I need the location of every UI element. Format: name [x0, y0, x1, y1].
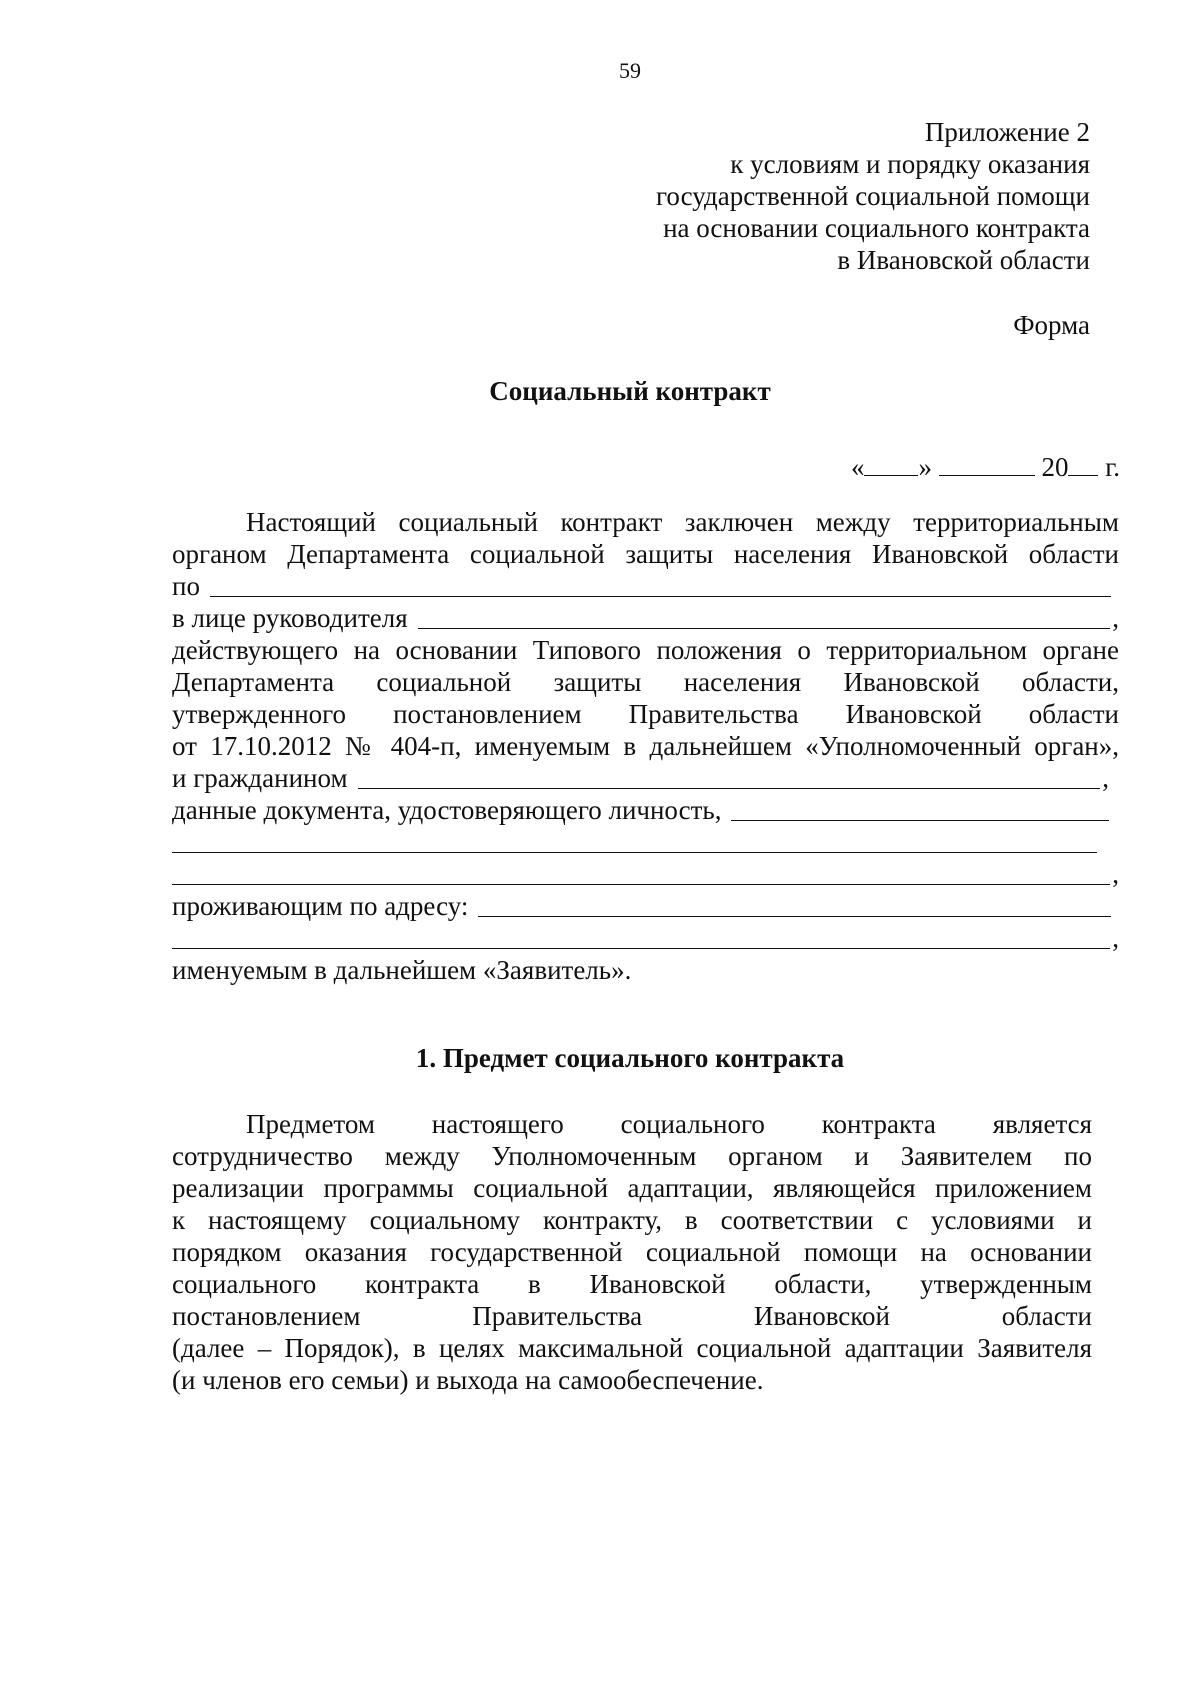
- subject-line: порядком оказания государственной социальной помощи на основании: [172, 1237, 1092, 1267]
- subject-line: (далее – Порядок), в целях максимальной социальной адаптации Заявителя: [172, 1333, 1092, 1363]
- document-title: Социальный контракт: [489, 376, 771, 406]
- intro-line: Настоящий социальный контракт заключен между территориальным: [246, 507, 1119, 537]
- date-close-quote: »: [918, 452, 932, 482]
- document-row: [172, 794, 1119, 826]
- intro-line: Департамента социальной защиты населения Ивановской области,: [172, 667, 1119, 697]
- intro-line: от 17.10.2012 № 404-п, именуемым в дальнейшем «Уполномоченный орган»,: [172, 731, 1119, 761]
- subject-line: социального контракта в Ивановской области, утвержденным: [172, 1269, 1092, 1299]
- subject-line: к настоящему социальному контракту, в соответствии с условиями и: [172, 1205, 1092, 1235]
- by-label: по: [172, 571, 200, 601]
- intro-line: органом Департамента социальной защиты населения Ивановской области: [172, 539, 1119, 569]
- section-title: 1. Предмет социального контракта: [415, 1043, 845, 1073]
- subject-line: (и членов его семьи) и выхода на самообеспечение.: [172, 1365, 764, 1395]
- year-blank[interactable]: [1068, 453, 1098, 476]
- month-blank[interactable]: [939, 453, 1035, 476]
- comma: ,: [1102, 763, 1109, 793]
- appendix-line: Приложение 2: [924, 117, 1090, 147]
- address-row-continued: [172, 922, 1119, 954]
- head-name-blank[interactable]: [418, 604, 1111, 629]
- comma: ,: [1112, 923, 1119, 953]
- contract-intro: [172, 506, 1119, 986]
- applicant-line: именуемым в дальнейшем «Заявитель».: [172, 955, 632, 985]
- subject-line: постановлением Правительства Ивановской области: [172, 1301, 1092, 1331]
- date-open-quote: «: [850, 452, 865, 482]
- citizen-label: и гражданином: [172, 763, 348, 793]
- comma: ,: [1112, 859, 1119, 889]
- intro-line: действующего на основании Типового положения о территориальном органе: [172, 635, 1119, 665]
- document-data-blank[interactable]: [172, 860, 1110, 885]
- citizen-name-blank[interactable]: [358, 764, 1101, 789]
- head-label: в лице руководителя: [172, 603, 408, 633]
- subject-line: сотрудничество между Уполномоченным органом и Заявителем по: [172, 1141, 1092, 1171]
- document-label: данные документа, удостоверяющего личность,: [172, 795, 722, 825]
- comma: ,: [1112, 603, 1119, 633]
- subject-line: реализации программы социальной адаптации, являющейся приложением: [172, 1173, 1092, 1203]
- appendix-line: в Ивановской области: [837, 245, 1090, 275]
- document-data-blank[interactable]: [731, 796, 1109, 821]
- citizen-row: [172, 762, 1119, 794]
- appendix-header: [656, 116, 1090, 276]
- year-prefix: 20: [1041, 452, 1069, 482]
- document-data-blank[interactable]: [172, 828, 1097, 853]
- authority-row: [172, 570, 1119, 602]
- day-blank[interactable]: [864, 453, 918, 476]
- subject-line: Предметом настоящего социального контракта является: [246, 1109, 1092, 1139]
- address-blank[interactable]: [172, 924, 1110, 949]
- document-row-continued: [172, 826, 1119, 858]
- appendix-line: к условиям и порядку оказания: [730, 149, 1090, 179]
- date-line: [851, 452, 1120, 483]
- appendix-line: государственной социальной помощи: [656, 181, 1090, 211]
- intro-line: утвержденного постановлением Правительства Ивановской области: [172, 699, 1119, 729]
- address-row: [172, 890, 1119, 922]
- page-number: 59: [619, 58, 641, 83]
- address-label: проживающим по адресу:: [172, 891, 469, 921]
- document-row-continued: [172, 858, 1119, 890]
- year-suffix: г.: [1105, 452, 1120, 482]
- address-blank[interactable]: [478, 892, 1111, 917]
- authority-name-blank[interactable]: [210, 572, 1111, 597]
- appendix-line: на основании социального контракта: [663, 213, 1090, 243]
- head-row: [172, 602, 1119, 634]
- form-label: Форма: [1013, 310, 1090, 340]
- contract-subject: [172, 1108, 1092, 1396]
